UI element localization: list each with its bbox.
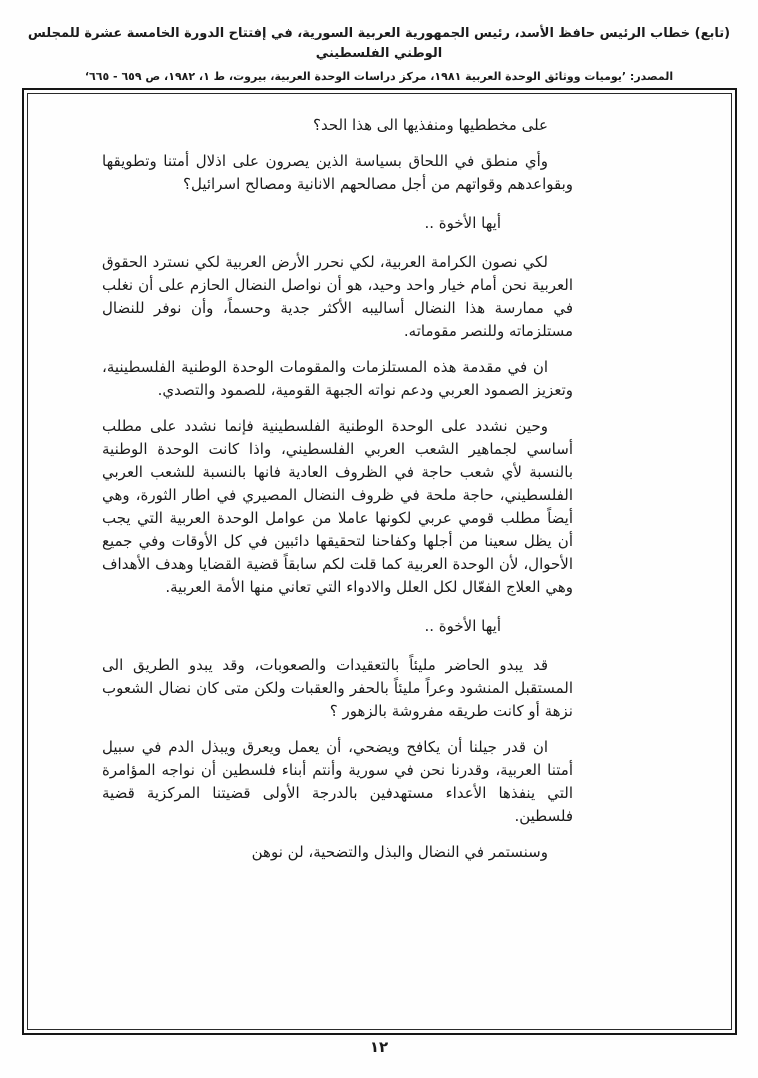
header-title: (تابع) خطاب الرئيس حافظ الأسد، رئيس الجمهورية العربية السورية، في إفتتاح الدورة الخامسة عشرة للمجلس الوطني الفلسطيني: [27, 26, 731, 61]
page-footer: [0, 1038, 758, 1056]
speech-paragraph: ان في مقدمة هذه المستلزمات والمقومات الوحدة الوطنية الفلسطينية، وتعزيز الصمود العربي ودعم نواته الجبهة القومية، للصمود والتصدي.: [102, 358, 573, 399]
document-header: [12, 24, 746, 85]
speech-paragraph: وأي منطق في اللحاق بسياسة الذين يصرون على اذلال أمتنا وتطويقها وبقواعدهم وقواتهم من أجل مصالحهم الانانية ومصالح اسرائيل؟: [102, 152, 573, 193]
header-source-line: المصدر: ’يوميات ووثائق الوحدة العربية ١٩٨١، مركز دراسات الوحدة العربية، بيروت، ط ١، ١٩٨٢، ص ٦٥٩ - ٦٦٥‘: [84, 70, 674, 83]
content-frame-inner-rule: [27, 93, 732, 1030]
speech-paragraph: وسنستمر في النضال والبذل والتضحية، لن نوهن: [251, 843, 548, 861]
speech-text-column: [28, 94, 731, 864]
content-frame: [22, 88, 737, 1035]
speech-paragraph: قد يبدو الحاضر مليئاً بالتعقيدات والصعوبات، وقد يبدو الطريق الى المستقبل المنشود وعراً مليئاً بالحفر والعقبات ولكن متى كان نضال الشعوب نزهة أو كانت طريقه مفروشة بالزهور ؟: [102, 656, 573, 720]
speech-paragraph: لكي نصون الكرامة العربية، لكي نحرر الأرض العربية لكي نسترد الحقوق العربية نحن أمام خيار واحد وحيد، هو أن نواصل النضال الحازم على أن نغلب في ممارسة هذا النضال أساليبه الأكثر جدية وحسماً، وأن نوفر للنضال مستلزماته وللنصر مقوماته.: [102, 253, 573, 340]
speech-paragraph: ان قدر جيلنا أن يكافح ويضحي، أن يعمل ويعرق ويبذل الدم في سبيل أمتنا العربية، وقدرنا نحن في سورية وأنتم أبناء فلسطين أن نواجه المؤامرة التي ينفذها الأعداء مستهدفين بالدرجة الأولى قضيتنا المركزية قضية فلسطين.: [102, 738, 573, 825]
page-number: ١٢: [369, 1038, 389, 1056]
speech-paragraph: على مخططيها ومنفذيها الى هذا الحد؟: [313, 116, 548, 134]
speech-paragraph: وحين نشدد على الوحدة الوطنية الفلسطينية فإنما نشدد على مطلب أساسي لجماهير الشعب العربي الفلسطيني، واذا كانت الوحدة الوطنية بالنسبة لأي شعب حاجة في الظروف العادية فانها بالنسبة للشعب العربي الفلسطيني، حاجة ملحة في ظروف النضال المصيري في اطار الثورة، وهي أيضاً مطلب قومي عربي لكونها عاملا من عوامل الوحدة العربية التي يجب أن يظل سعينا من أجلها وكفاحنا لتحقيقها دائبين في كل الأوقات وفي جميع الأحوال، لأن الوحدة العربية كما قلت لكم سابقاً قضية القضايا وهدف الأهداف وهي العلاج الفعّال لكل العلل والادواء التي تعاني منها الأمة العربية.: [102, 417, 573, 596]
speech-paragraph: أيها الأخوة ..: [424, 214, 501, 232]
speech-paragraph: أيها الأخوة ..: [424, 617, 501, 635]
